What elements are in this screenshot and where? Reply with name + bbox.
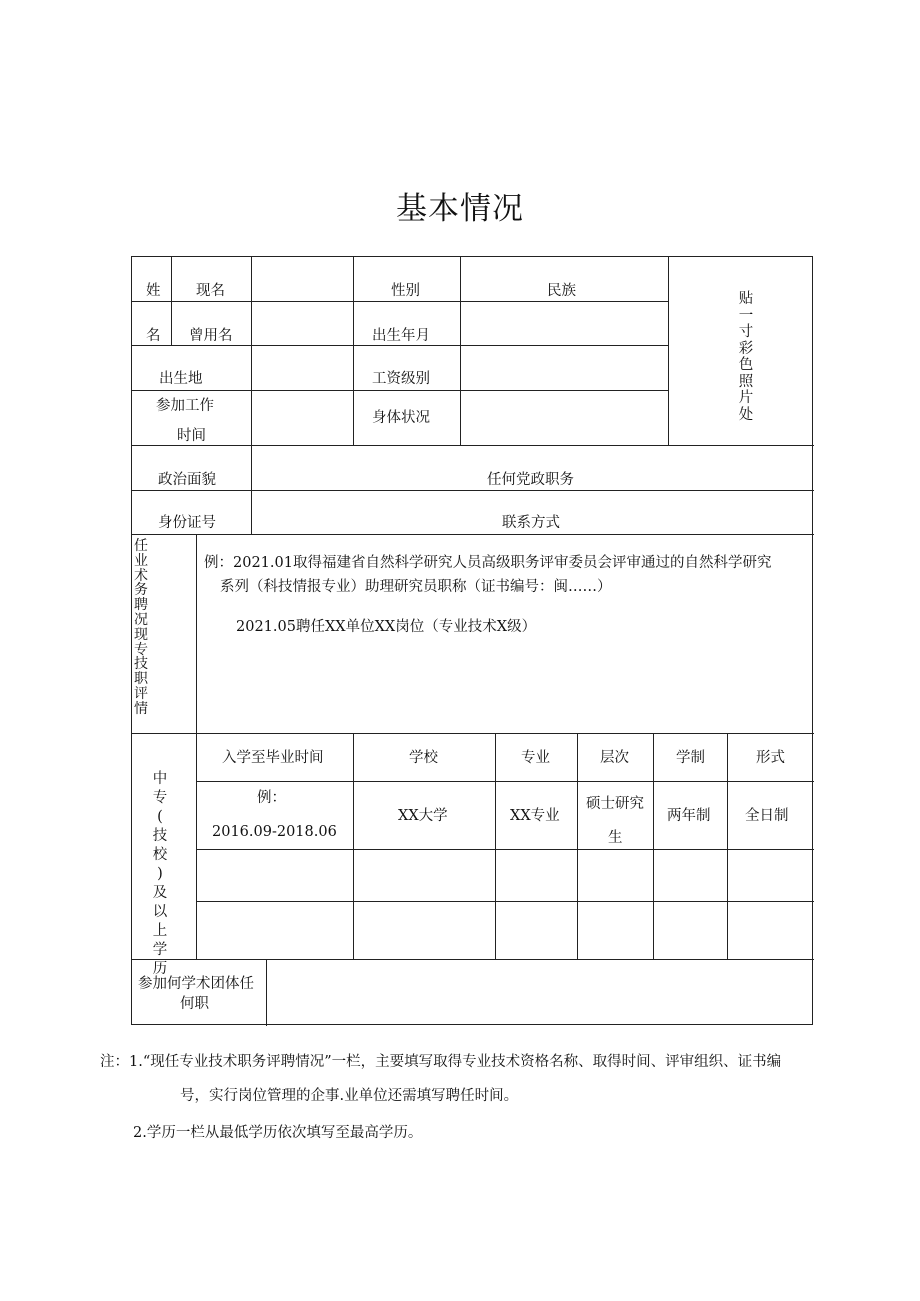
row-divider (132, 445, 814, 446)
work-start-label-2: 时间 (177, 428, 206, 444)
work-start-label: 参加工作 (156, 398, 214, 414)
academic-label: 参加何学术团体任 (138, 976, 254, 992)
contact-label: 联系方式 (502, 515, 560, 531)
name-label-top: 姓 (146, 283, 161, 299)
col-divider (727, 733, 728, 959)
row-divider (132, 490, 814, 491)
birthplace-label: 出生地 (159, 371, 203, 387)
edu-example-form: 全日制 (745, 808, 789, 824)
row-divider (132, 959, 814, 960)
edu-header-form: 形式 (756, 750, 785, 766)
edu-header-major: 专业 (521, 750, 550, 766)
note-1: 注：1.“现任专业技术职务评聘情况”一栏，主要填写取得专业技术资格名称、取得时间、评审组织、证书编 (100, 1054, 782, 1070)
col-divider (495, 733, 496, 959)
basic-info-table (131, 256, 813, 1025)
edu-example-level: 硕士研究 (586, 796, 644, 812)
edu-example-school: XX大学 (398, 808, 448, 824)
party-post-label: 任何党政职务 (487, 472, 574, 488)
edu-example-duration: 两年制 (667, 808, 711, 824)
political-status-label: 政治面貌 (158, 472, 216, 488)
col-divider (171, 257, 172, 345)
title-example-line2: 系列（科技情报专业）助理研究员职称（证书编号：闽……） (220, 579, 612, 595)
row-divider (196, 901, 814, 902)
col-divider (653, 733, 654, 959)
row-divider (132, 733, 814, 734)
row-divider (196, 781, 814, 782)
page-title: 基本情况 (396, 191, 524, 227)
edu-example-prefix: 例： (257, 790, 286, 806)
col-divider (460, 257, 461, 445)
edu-header-duration: 学制 (676, 750, 705, 766)
col-divider (266, 959, 267, 1026)
gender-label: 性别 (391, 283, 420, 299)
edu-example-major: XX专业 (510, 808, 560, 824)
col-divider (251, 257, 252, 534)
row-divider (132, 345, 668, 346)
col-divider (577, 733, 578, 959)
current-name-label: 现名 (196, 283, 225, 299)
edu-example-level-2: 生 (608, 830, 623, 846)
row-divider (132, 534, 814, 535)
col-divider (353, 733, 354, 959)
title-example-line3: 2021.05聘任XX单位XX岗位（专业技术X级） (236, 619, 537, 635)
row-divider (196, 849, 814, 850)
note-2: 2.学历一栏从最低学历依次填写至最高学历。 (133, 1125, 423, 1141)
edu-header-level: 层次 (600, 750, 629, 766)
birth-date-label: 出生年月 (372, 328, 430, 344)
id-number-label: 身份证号 (158, 515, 216, 531)
salary-level-label: 工资级别 (372, 371, 430, 387)
edu-header-time: 入学至毕业时间 (222, 750, 324, 766)
health-label: 身体状况 (372, 410, 430, 426)
title-section-label: 任 业 术 务 聘 况 现 专 技 职 评 情 (134, 538, 148, 717)
edu-example-time: 2016.09-2018.06 (212, 824, 337, 840)
col-divider (196, 534, 197, 959)
note-1-continued: 号，实行岗位管理的企事.业单位还需填写聘任时间。 (180, 1088, 519, 1104)
col-divider (353, 257, 354, 445)
used-name-label: 曾用名 (189, 328, 233, 344)
edu-header-school: 学校 (409, 750, 438, 766)
title-example-line1: 例：2021.01取得福建省自然科学研究人员高级职务评审委员会评审通过的自然科学研究 (204, 555, 772, 571)
row-divider (132, 390, 668, 391)
academic-label-2: 何职 (180, 996, 209, 1012)
row-divider (132, 301, 668, 302)
col-divider (668, 257, 669, 445)
education-label: 中 专 ( 技 校 ) 及 以 上 学 历 (152, 771, 168, 977)
photo-placeholder: 贴 一 寸 彩 色 照 片 处 (738, 291, 754, 423)
ethnicity-label: 民族 (547, 283, 576, 299)
name-label-bottom: 名 (146, 328, 161, 344)
